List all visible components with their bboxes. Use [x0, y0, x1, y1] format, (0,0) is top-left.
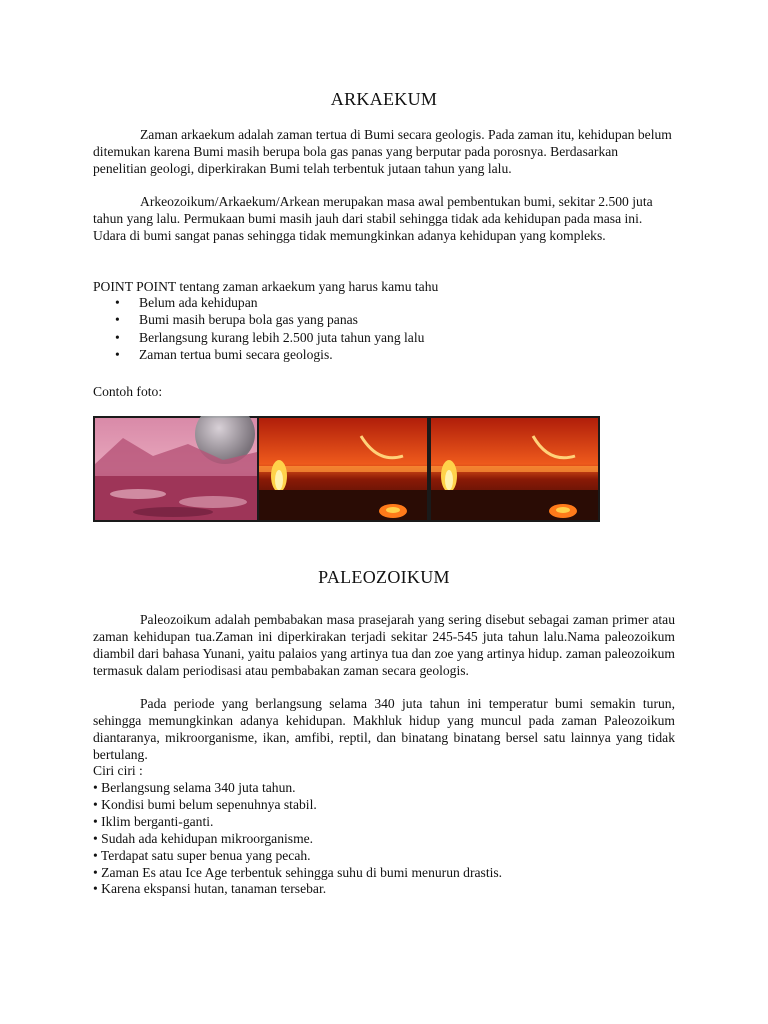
- arkaekum-paragraph-2: Arkeozoikum/Arkaekum/Arkean merupakan masa awal pembentukan bumi, sekitar 2.500 juta tahun yang lalu. Permukaan bumi masih jauh dari stabil sehingga tidak ada kehidupan pada masa ini. Udara di bumi sangat panas sehingga tidak memungkinkan adanya kehidupan yang kompleks.: [93, 194, 653, 243]
- ciri-list: [93, 780, 675, 898]
- list-item: • Kondisi bumi belum sepenuhnya stabil.: [93, 796, 317, 812]
- list-item: • Iklim berganti-ganti.: [93, 813, 214, 829]
- arkaekum-paragraph-1: Zaman arkaekum adalah zaman tertua di Bumi secara geologis. Pada zaman itu, kehidupan belum ditemukan karena Bumi masih berupa bola gas panas yang berputar pada porosnya. Berdasarkan penelitian geologi, diperkirakan Bumi telah terbentuk jutaan tahun yang lalu.: [93, 127, 672, 176]
- title-paleozoikum: PALEOZOIKUM: [318, 567, 450, 587]
- example-photos: [93, 416, 600, 522]
- title-arkaekum: ARKAEKUM: [330, 89, 438, 109]
- points-list: [93, 294, 653, 363]
- photo-lava-1: [259, 418, 427, 520]
- paleozoikum-paragraph-1: Paleozoikum adalah pembabakan masa prasejarah yang sering disebut sebagai zaman primer atau zaman kehidupan tua.Zaman ini diperkirakan terjadi sekitar 245-545 juta tahun lalu.Nama paleozoikum diambil dari bahasa Yunani, yaitu palaios yang artinya tua dan zoe yang artinya hidup. zaman paleozoikum termasuk dalam periodisasi atau pembabakan zaman secara geologis.: [93, 612, 675, 678]
- list-item: • Bumi masih berupa bola gas yang panas: [93, 311, 653, 328]
- list-item: • Karena ekspansi hutan, tanaman tersebar.: [93, 881, 327, 897]
- list-item: • Zaman tertua bumi secara geologis.: [93, 346, 653, 363]
- photo-pink-planet: [95, 416, 257, 520]
- points-intro: POINT POINT tentang zaman arkaekum yang harus kamu tahu: [93, 279, 439, 294]
- photo-lava-2: [431, 418, 598, 520]
- list-item: • Sudah ada kehidupan mikroorganisme.: [93, 830, 314, 846]
- list-item: • Terdapat satu super benua yang pecah.: [93, 847, 311, 863]
- photo-label: Contoh foto:: [93, 384, 163, 399]
- ciri-label: Ciri ciri :: [93, 763, 143, 778]
- list-item: • Belum ada kehidupan: [93, 294, 653, 311]
- list-item: • Zaman Es atau Ice Age terbentuk sehingga suhu di bumi menurun drastis.: [93, 864, 503, 880]
- paleozoikum-paragraph-2: Pada periode yang berlangsung selama 340 juta tahun ini temperatur bumi semakin turun, sehingga memungkinkan adanya kehidupan. Makhluk hidup yang muncul pada zaman Paleozoikum diantaranya, mikroorganisme, ikan, amfibi, reptil, dan binatang binatang bersel satu lainnya yang tidak bertulang.: [93, 696, 675, 762]
- list-item: • Berlangsung selama 340 juta tahun.: [93, 780, 296, 795]
- list-item: • Berlangsung kurang lebih 2.500 juta tahun yang lalu: [93, 329, 653, 346]
